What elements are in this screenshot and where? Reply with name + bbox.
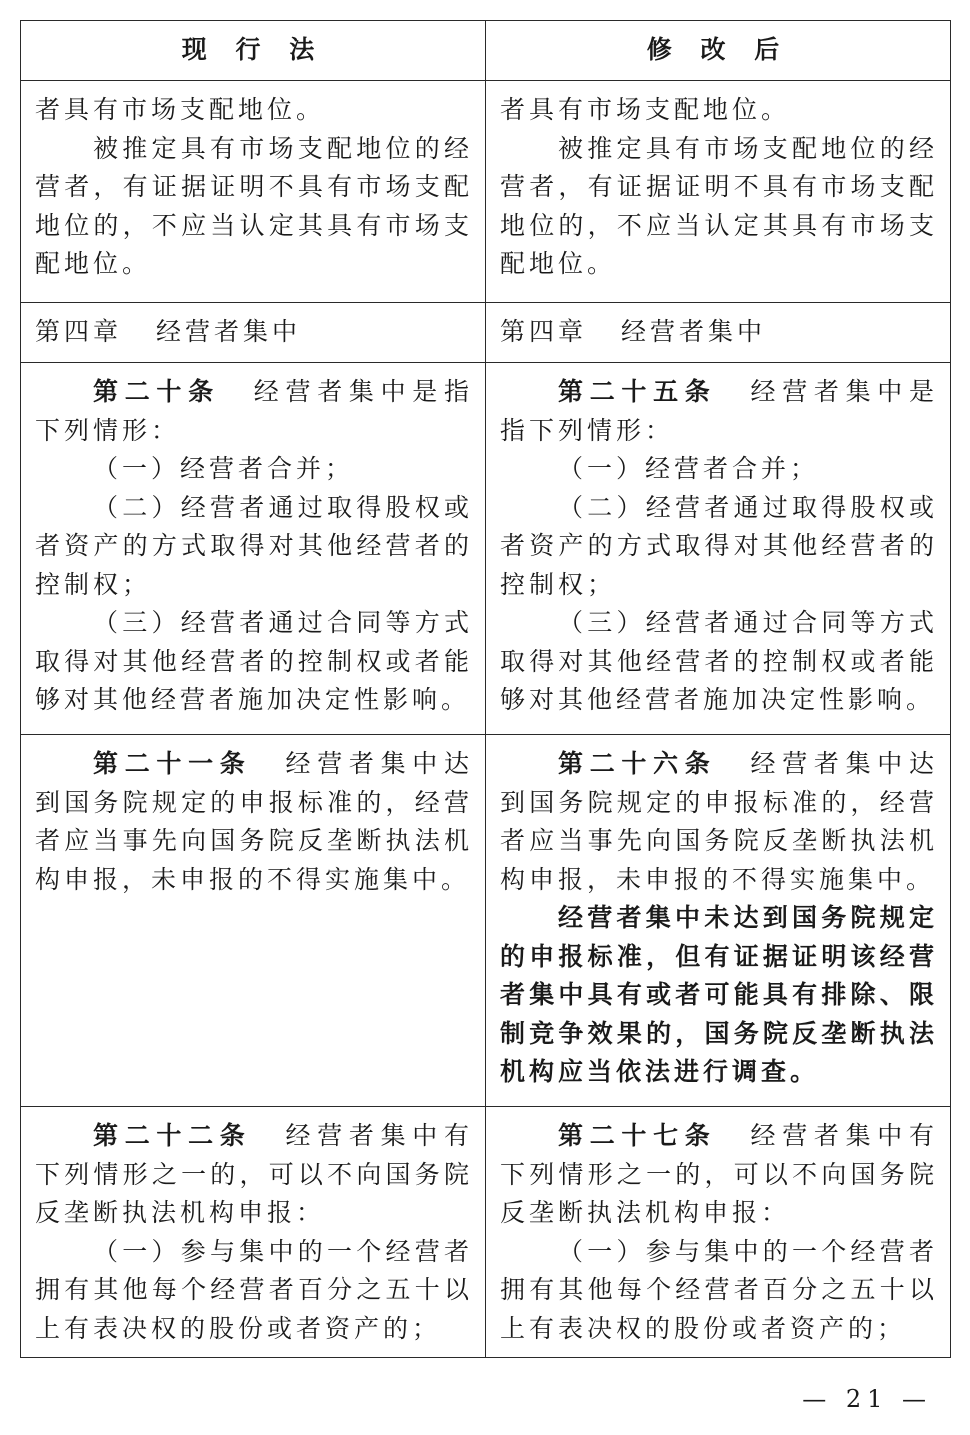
paragraph: 第二十六条 经营者集中达到国务院规定的申报标准的，经营者应当事先向国务院反垄断执法机构申报，未申报的不得实施集中。 [500, 749, 938, 894]
article-number: 第二十五条 [558, 377, 717, 406]
header-current-law: 现 行 法 [21, 21, 486, 81]
paragraph: 第二十二条 经营者集中有下列情形之一的，可以不向国务院反垄断执法机构申报： [35, 1121, 473, 1227]
paragraph: （三）经营者通过合同等方式取得对其他经营者的控制权或者能够对其他经营者施加决定性影响。 [500, 608, 938, 714]
cell-revised [486, 363, 951, 735]
paragraph: 被推定具有市场支配地位的经营者，有证据证明不具有市场支配地位的，不应当认定其具有市场支配地位。 [500, 133, 938, 278]
chapter-title: 经营者集中 [156, 317, 302, 346]
header-revised-law: 修 改 后 [486, 21, 951, 81]
paragraph: 被推定具有市场支配地位的经营者，有证据证明不具有市场支配地位的，不应当认定其具有市场支配地位。 [35, 133, 473, 278]
chapter-heading-revised [486, 303, 951, 363]
cell-current [21, 363, 486, 735]
paragraph: （三）经营者通过合同等方式取得对其他经营者的控制权或者能够对其他经营者施加决定性影响。 [35, 608, 473, 714]
paragraph: 者具有市场支配地位。 [35, 95, 326, 124]
header-row [21, 21, 951, 81]
article-number: 第二十一条 [93, 749, 252, 778]
law-comparison-table [20, 20, 951, 1358]
paragraph: （一）经营者合并； [93, 454, 355, 483]
article-number: 第二十条 [93, 377, 220, 406]
paragraph: 第二十五条 经营者集中是指下列情形： [500, 377, 938, 445]
chapter-heading-current [21, 303, 486, 363]
paragraph: （一）经营者合并； [558, 454, 820, 483]
table-row [21, 81, 951, 303]
table-row [21, 1107, 951, 1358]
chapter-number: 第四章 [35, 317, 123, 346]
cell-current [21, 735, 486, 1107]
paragraph: （二）经营者通过取得股权或者资产的方式取得对其他经营者的控制权； [35, 492, 473, 599]
table-row [21, 363, 951, 735]
article-number: 第二十七条 [558, 1121, 717, 1150]
chapter-number: 第四章 [500, 317, 588, 346]
paragraph: 第二十七条 经营者集中有下列情形之一的，可以不向国务院反垄断执法机构申报： [500, 1121, 938, 1227]
paragraph: 者具有市场支配地位。 [500, 95, 791, 124]
paragraph: （一）参与集中的一个经营者拥有其他每个经营者百分之五十以上有表决权的股份或者资产的； [35, 1236, 473, 1343]
cell-revised [486, 1107, 951, 1358]
table-row [21, 735, 951, 1107]
page-number: — 21 — [802, 1385, 932, 1413]
added-paragraph: 经营者集中未达到国务院规定的申报标准，但有证据证明该经营者集中具有或者可能具有排除、限制竞争效果的，国务院反垄断执法机构应当依法进行调查。 [500, 903, 938, 1086]
cell-revised [486, 81, 951, 303]
article-number: 第二十六条 [558, 749, 717, 778]
cell-current [21, 81, 486, 303]
paragraph: （二）经营者通过取得股权或者资产的方式取得对其他经营者的控制权； [500, 492, 938, 599]
cell-revised [486, 735, 951, 1107]
chapter-row [21, 303, 951, 363]
paragraph: 第二十条 经营者集中是指下列情形： [35, 377, 473, 445]
cell-current [21, 1107, 486, 1358]
paragraph: （一）参与集中的一个经营者拥有其他每个经营者百分之五十以上有表决权的股份或者资产的； [500, 1236, 938, 1343]
paragraph: 第二十一条 经营者集中达到国务院规定的申报标准的，经营者应当事先向国务院反垄断执法机构申报，未申报的不得实施集中。 [35, 749, 473, 894]
article-number: 第二十二条 [93, 1121, 252, 1150]
chapter-title: 经营者集中 [621, 317, 767, 346]
